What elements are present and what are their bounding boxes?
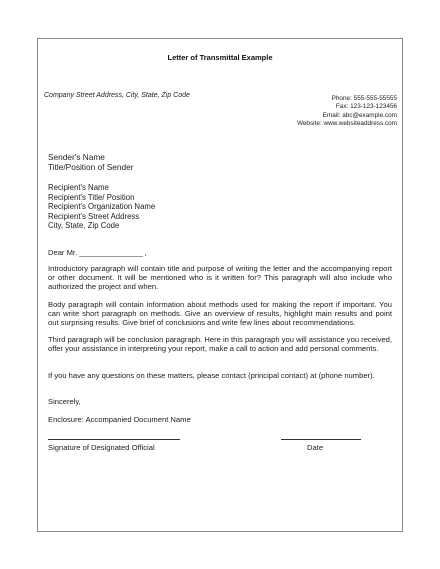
contact-paragraph: If you have any questions on these matters, please contact (principal contact) at (phone number). xyxy=(48,371,375,380)
intro-paragraph: Introductory paragraph will contain title and purpose of writing the letter and the accompanying report or other document. It will be mentioned who is it written for? This paragraph will also include who authorized the project and when. xyxy=(48,264,392,291)
letter-title: Letter of Transmittal Example xyxy=(167,53,273,62)
date-line xyxy=(281,439,361,440)
contact-block xyxy=(297,95,397,129)
signature-label: Signature of Designated Official xyxy=(48,443,155,452)
recipient-street: Recipient's Street Address xyxy=(48,211,140,221)
email-line: Email: abc@example.com xyxy=(322,111,397,119)
sender-block xyxy=(48,152,392,172)
fax-line: Fax: 123-123-123456 xyxy=(335,103,397,111)
company-address: Company Street Address, City, State, Zip Code xyxy=(44,92,190,99)
recipient-title: Recipient's Title/ Position xyxy=(48,192,135,202)
recipient-city: City, State, Zip Code xyxy=(48,221,120,231)
closing: Sincerely, xyxy=(48,397,81,406)
phone-line: Phone: 555-555-55555 xyxy=(331,95,397,102)
sender-title: Title/Position of Sender xyxy=(48,162,134,172)
conclusion-paragraph: Third paragraph will be conclusion paragraph. Here in this paragraph you will assistance you received, offer your assistance in interpreting your report, make a call to action and add personal comments. xyxy=(48,335,392,353)
recipient-block xyxy=(48,183,392,231)
signature-line xyxy=(48,439,180,440)
recipient-name: Recipient's Name xyxy=(48,183,109,192)
date-label: Date xyxy=(307,443,324,452)
body-paragraph: Body paragraph will contain information about methods used for making the report if important. You can write short paragraph on methods. Give an overview of results, highlight main results and point out surprising results. Give brief of conclusions and write few lines about recommendations. xyxy=(48,300,392,327)
sender-name: Sender's Name xyxy=(48,152,105,162)
recipient-organization: Recipient's Organization Name xyxy=(48,202,156,212)
website-line: Website: www.websiteaddress.com xyxy=(296,120,397,128)
salutation: Dear Mr. _______________ , xyxy=(48,248,147,257)
enclosure: Enclosure: Accompanied Document Name xyxy=(48,415,191,424)
